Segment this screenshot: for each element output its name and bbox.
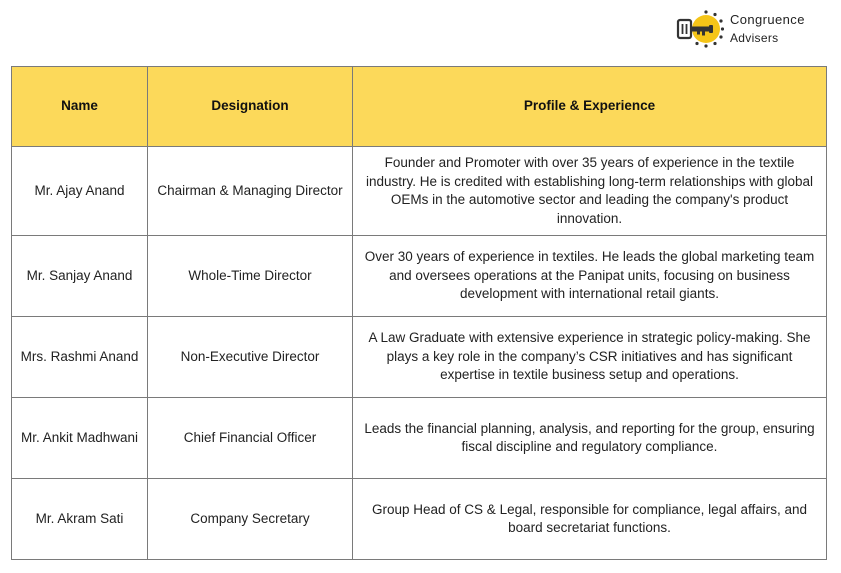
brand-name-line2: Advisers xyxy=(730,31,779,45)
column-header-name: Name xyxy=(12,67,148,147)
cell-profile: Group Head of CS & Legal, responsible for compliance, legal affairs, and board secretariat functions. xyxy=(353,479,827,560)
cell-designation: Chairman & Managing Director xyxy=(148,147,353,236)
cell-name: Mrs. Rashmi Anand xyxy=(12,317,148,398)
table-row xyxy=(12,479,827,560)
cell-designation: Whole-Time Director xyxy=(148,236,353,317)
cell-name: Mr. Ajay Anand xyxy=(12,147,148,236)
table-row xyxy=(12,398,827,479)
table-header-row xyxy=(12,67,827,147)
cell-profile: A Law Graduate with extensive experience in strategic policy-making. She plays a key role in the company’s CSR initiatives and has significant expertise in textile business setup and operations. xyxy=(353,317,827,398)
leadership-table xyxy=(11,66,827,560)
cell-profile: Founder and Promoter with over 35 years of experience in the textile industry. He is credited with establishing long-term relationships with global OEMs in the automotive sector and leading the company's product innovation. xyxy=(353,147,827,236)
table-row xyxy=(12,317,827,398)
cell-name: Mr. Akram Sati xyxy=(12,479,148,560)
key-logo-icon xyxy=(676,10,724,48)
brand-name-line1: Congruence xyxy=(730,12,805,27)
cell-profile: Leads the financial planning, analysis, and reporting for the group, ensuring fiscal discipline and regulatory compliance. xyxy=(353,398,827,479)
cell-designation: Chief Financial Officer xyxy=(148,398,353,479)
column-header-designation: Designation xyxy=(148,67,353,147)
cell-profile: Over 30 years of experience in textiles. He leads the global marketing team and oversees operations at the Panipat units, focusing on business development with international retail giants. xyxy=(353,236,827,317)
cell-name: Mr. Ankit Madhwani xyxy=(12,398,148,479)
cell-designation: Company Secretary xyxy=(148,479,353,560)
cell-designation: Non-Executive Director xyxy=(148,317,353,398)
table-row xyxy=(12,236,827,317)
column-header-profile: Profile & Experience xyxy=(353,67,827,147)
brand-logo xyxy=(676,8,805,50)
cell-name: Mr. Sanjay Anand xyxy=(12,236,148,317)
table-row xyxy=(12,147,827,236)
